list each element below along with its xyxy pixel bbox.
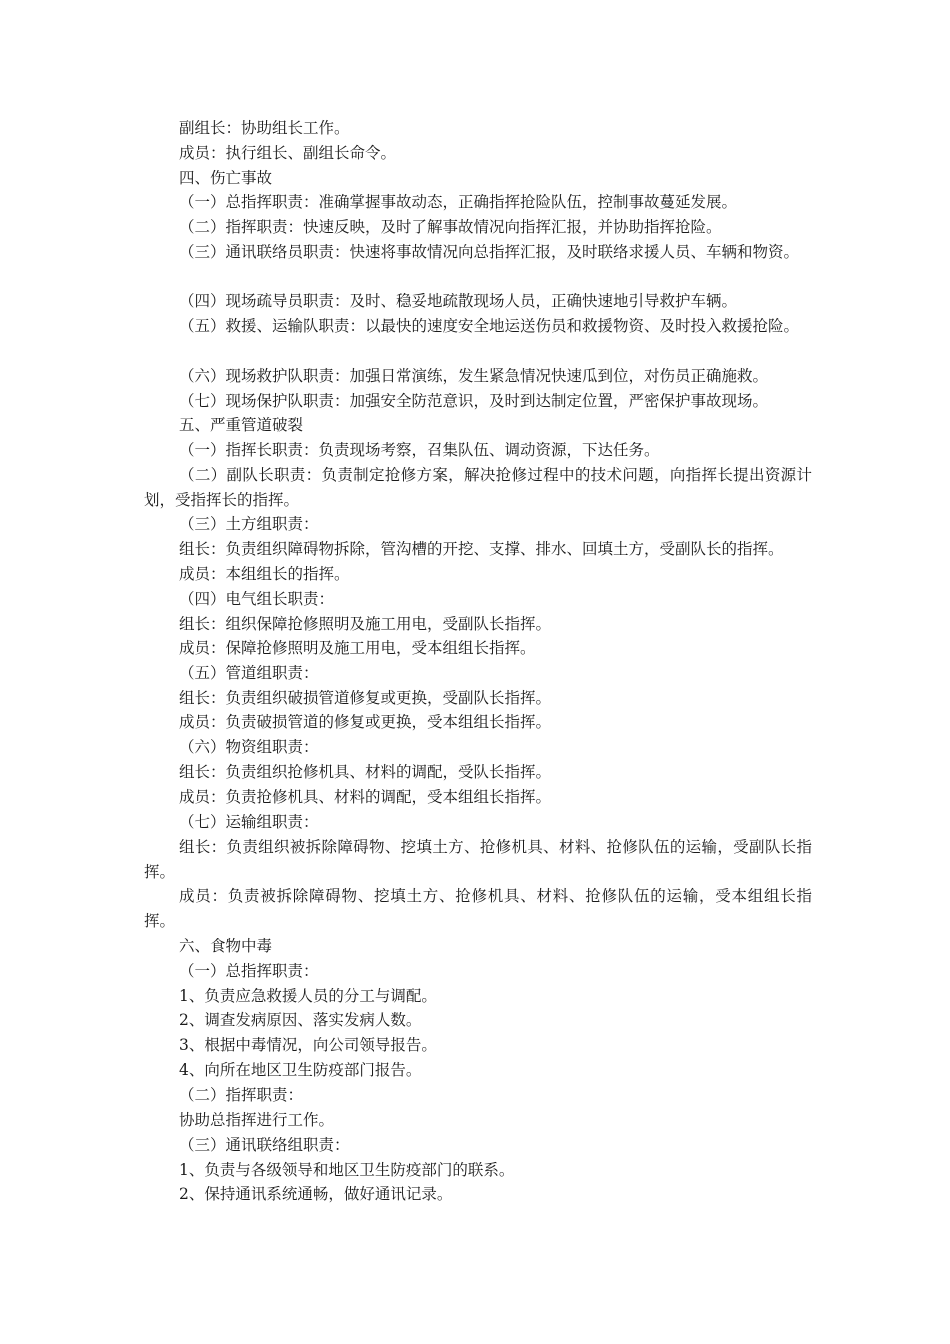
paragraph: （七）运输组职责：	[179, 813, 319, 831]
paragraph: （一）指挥长职责：负责现场考察，召集队伍、调动资源，下达任务。	[179, 441, 660, 459]
list-item: 2、保持通讯系统通畅，做好通讯记录。	[179, 1185, 453, 1203]
paragraph: （三）通讯联络员职责：快速将事故情况向总指挥汇报，及时联络求援人员、车辆和物资。	[179, 243, 800, 261]
list-item: 2、调查发病原因、落实发病人数。	[179, 1011, 422, 1029]
paragraph: 组长：负责组织障碍物拆除，管沟槽的开挖、支撑、排水、回填土方，受副队长的指挥。	[179, 540, 784, 558]
paragraph: （一）总指挥职责：	[179, 962, 319, 980]
paragraph: 组长：组织保障抢修照明及施工用电，受副队长指挥。	[179, 615, 552, 633]
list-item: 1、负责应急救援人员的分工与调配。	[179, 987, 437, 1005]
section-heading: 五、严重管道破裂	[179, 416, 304, 434]
list-item: 1、负责与各级领导和地区卫生防疫部门的联系。	[179, 1161, 515, 1179]
paragraph: （二）副队长职责：负责制定抢修方案，解决抢修过程中的技术问题，向指挥长提出资源计划，受指挥长的指挥。	[144, 466, 812, 509]
paragraph: 成员：负责破损管道的修复或更换，受本组组长指挥。	[179, 713, 552, 731]
paragraph: 成员：执行组长、副组长命令。	[179, 144, 397, 162]
paragraph: 成员：保障抢修照明及施工用电，受本组组长指挥。	[179, 639, 536, 657]
paragraph: （六）现场救护队职责：加强日常演练，发生紧急情况快速瓜到位，对伤员正确施救。	[179, 367, 769, 385]
paragraph: 成员：负责被拆除障碍物、挖填土方、抢修机具、材料、抢修队伍的运输，受本组组长指挥。	[144, 887, 812, 930]
section-heading: 四、伤亡事故	[179, 169, 273, 187]
section-heading: 六、食物中毒	[179, 937, 273, 955]
paragraph: （三）通讯联络组职责：	[179, 1136, 350, 1154]
paragraph: （五）救援、运输队职责：以最快的速度安全地运送伤员和救援物资、及时投入救援抢险。	[179, 317, 800, 335]
paragraph: 组长：负责组织被拆除障碍物、挖填土方、抢修机具、材料、抢修队伍的运输，受副队长指挥。	[144, 838, 812, 881]
paragraph: （四）电气组长职责：	[179, 590, 335, 608]
list-item: 4、向所在地区卫生防疫部门报告。	[179, 1061, 422, 1079]
paragraph: 副组长：协助组长工作。	[179, 119, 350, 137]
paragraph: （二）指挥职责：	[179, 1086, 304, 1104]
paragraph: （二）指挥职责：快速反映，及时了解事故情况向指挥汇报，并协助指挥抢险。	[179, 218, 722, 236]
list-item: 3、根据中毒情况，向公司领导报告。	[179, 1036, 437, 1054]
paragraph: （七）现场保护队职责：加强安全防范意识，及时到达制定位置，严密保护事故现场。	[179, 392, 769, 410]
paragraph: 成员：本组组长的指挥。	[179, 565, 350, 583]
paragraph: 组长：负责组织破损管道修复或更换，受副队长指挥。	[179, 689, 552, 707]
paragraph: （五）管道组职责：	[179, 664, 319, 682]
paragraph: （六）物资组职责：	[179, 738, 319, 756]
paragraph: 成员：负责抢修机具、材料的调配，受本组组长指挥。	[179, 788, 552, 806]
paragraph: 协助总指挥进行工作。	[179, 1111, 335, 1129]
paragraph: （三）土方组职责：	[179, 515, 319, 533]
paragraph: （一）总指挥职责：准确掌握事故动态，正确指挥抢险队伍，控制事故蔓延发展。	[179, 193, 738, 211]
paragraph: 组长：负责组织抢修机具、材料的调配，受队长指挥。	[179, 763, 552, 781]
paragraph: （四）现场疏导员职责：及时、稳妥地疏散现场人员，正确快速地引导救护车辆。	[179, 292, 738, 310]
